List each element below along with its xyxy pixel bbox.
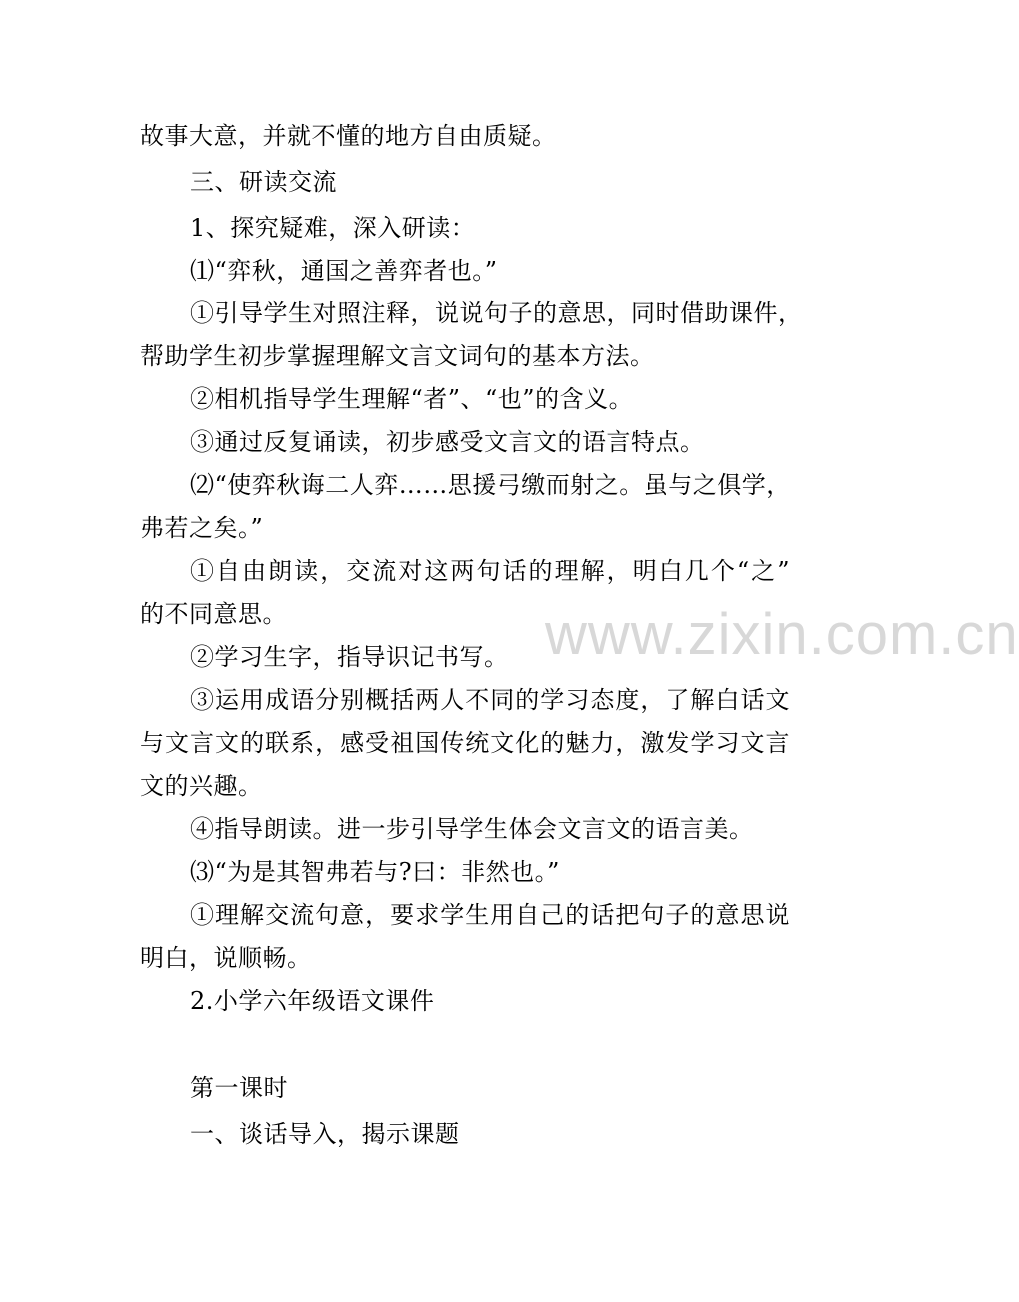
quote-line: ⑴“弈秋，通国之善弈者也。” (190, 257, 498, 285)
section-heading: 三、研读交流 (190, 168, 337, 196)
paragraph-line: 帮助学生初步掌握理解文言文词句的基本方法。 (140, 342, 655, 370)
paragraph-line: 的不同意思。 (140, 600, 287, 628)
paragraph-line: ①引导学生对照注释，说说句子的意思，同时借助课件， (190, 299, 803, 327)
section-heading: 第一课时 (190, 1074, 288, 1102)
section-heading: 一、谈话导入，揭示课题 (190, 1120, 460, 1148)
watermark-text: www.zixin.com.cn (545, 602, 1019, 667)
paragraph-line: ③运用成语分别概括两人不同的学习态度，了解白话文 (190, 686, 790, 714)
paragraph-line: ①理解交流句意，要求学生用自己的话把句子的意思说 (190, 901, 790, 929)
paragraph-line: ②学习生字，指导识记书写。 (190, 643, 509, 671)
subsection-heading: 1、探究疑难，深入研读： (190, 214, 476, 242)
paragraph-line: ④指导朗读。进一步引导学生体会文言文的语言美。 (190, 815, 754, 843)
paragraph-line: ①自由朗读，交流对这两句话的理解，明白几个“之” (190, 557, 790, 585)
paragraph-line: ③通过反复诵读，初步感受文言文的语言特点。 (190, 428, 705, 456)
quote-line: ⑶“为是其智弗若与?曰：非然也。” (190, 858, 560, 886)
quote-line: 弗若之矣。” (140, 514, 264, 542)
section-heading: 2.小学六年级语文课件 (190, 987, 435, 1015)
paragraph-line: 文的兴趣。 (140, 772, 263, 800)
paragraph-line: ②相机指导学生理解“者”、“也”的含义。 (190, 385, 634, 413)
paragraph-line: 与文言文的联系，感受祖国传统文化的魅力，激发学习文言 (140, 729, 790, 757)
paragraph-line: 明白，说顺畅。 (140, 944, 312, 972)
paragraph-line: 故事大意，并就不懂的地方自由质疑。 (140, 122, 557, 150)
quote-line: ⑵“使弈秋诲二人弈……思援弓缴而射之。虽与之俱学， (190, 471, 791, 499)
